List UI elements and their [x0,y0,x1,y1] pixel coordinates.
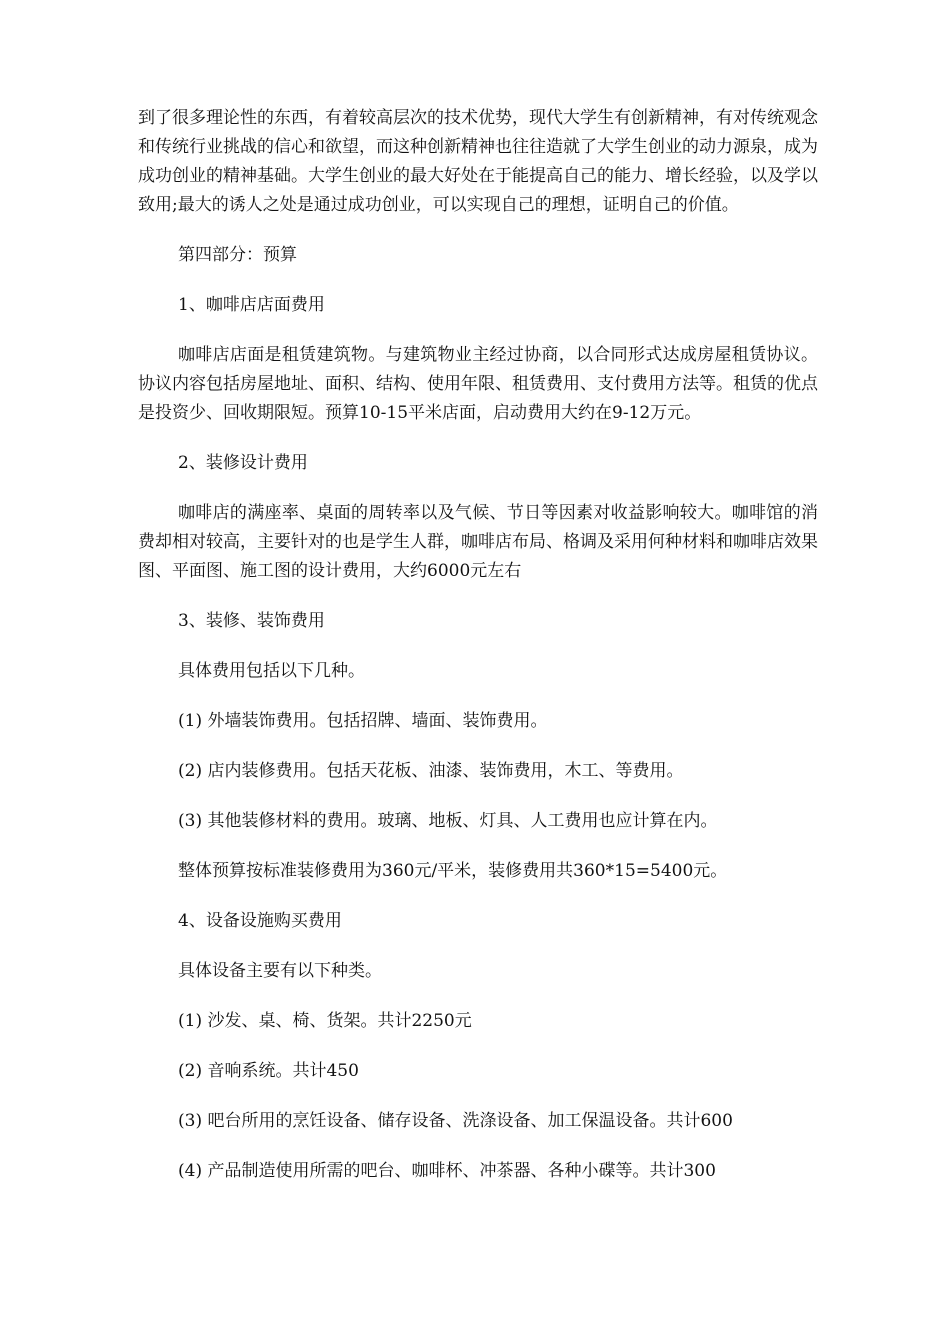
subheading-equipment-cost: 4、设备设施购买费用 [178,911,342,931]
list-item: (3) 吧台所用的烹饪设备、储存设备、洗涤设备、加工保温设备。共计600 [178,1111,733,1131]
intro-paragraph: 到了很多理论性的东西，有着较高层次的技术优势，现代大学生有创新精神，有对传统观念和传统行业挑战的信心和欲望，而这种创新精神也往往造就了大学生创业的动力源泉，成为成功创业的精神基础。大学生创业的最大好处在于能提高自己的能力、增长经验，以及学以致用;最大的诱人之处是通过成功创业，可以实现自己的理想，证明自己的价值。 [138,108,818,215]
list-item: (2) 店内装修费用。包括天花板、油漆、装饰费用，木工、等费用。 [178,761,684,781]
storefront-paragraph: 咖啡店店面是租赁建筑物。与建筑物业主经过协商，以合同形式达成房屋租赁协议。协议内容包括房屋地址、面积、结构、使用年限、租赁费用、支付费用方法等。租赁的优点是投资少、回收期限短。预算10-15平米店面，启动费用大约在9-12万元。 [138,345,818,423]
document-page [138,104,818,1186]
list-item: (4) 产品制造使用所需的吧台、咖啡杯、冲茶器、各种小碟等。共计300 [178,1161,716,1181]
list-item: (3) 其他装修材料的费用。玻璃、地板、灯具、人工费用也应计算在内。 [178,811,718,831]
list-item: (1) 外墙装饰费用。包括招牌、墙面、装饰费用。 [178,711,548,731]
subheading-storefront-cost: 1、咖啡店店面费用 [178,295,325,315]
decoration-intro: 具体费用包括以下几种。 [178,661,365,681]
subheading-decoration-cost: 3、装修、装饰费用 [178,611,325,631]
design-paragraph: 咖啡店的满座率、桌面的周转率以及气候、节日等因素对收益影响较大。咖啡馆的消费却相对较高，主要针对的也是学生人群，咖啡店布局、格调及采用何种材料和咖啡店效果图、平面图、施工图的设计费用，大约6000元左右 [138,503,818,581]
decoration-total: 整体预算按标准装修费用为360元/平米，装修费用共360*15=5400元。 [178,861,728,881]
subheading-design-cost: 2、装修设计费用 [178,453,308,473]
equipment-intro: 具体设备主要有以下种类。 [178,961,382,981]
list-item: (1) 沙发、桌、椅、货架。共计2250元 [178,1011,472,1031]
list-item: (2) 音响系统。共计450 [178,1061,359,1081]
section-heading-budget: 第四部分：预算 [178,245,297,265]
